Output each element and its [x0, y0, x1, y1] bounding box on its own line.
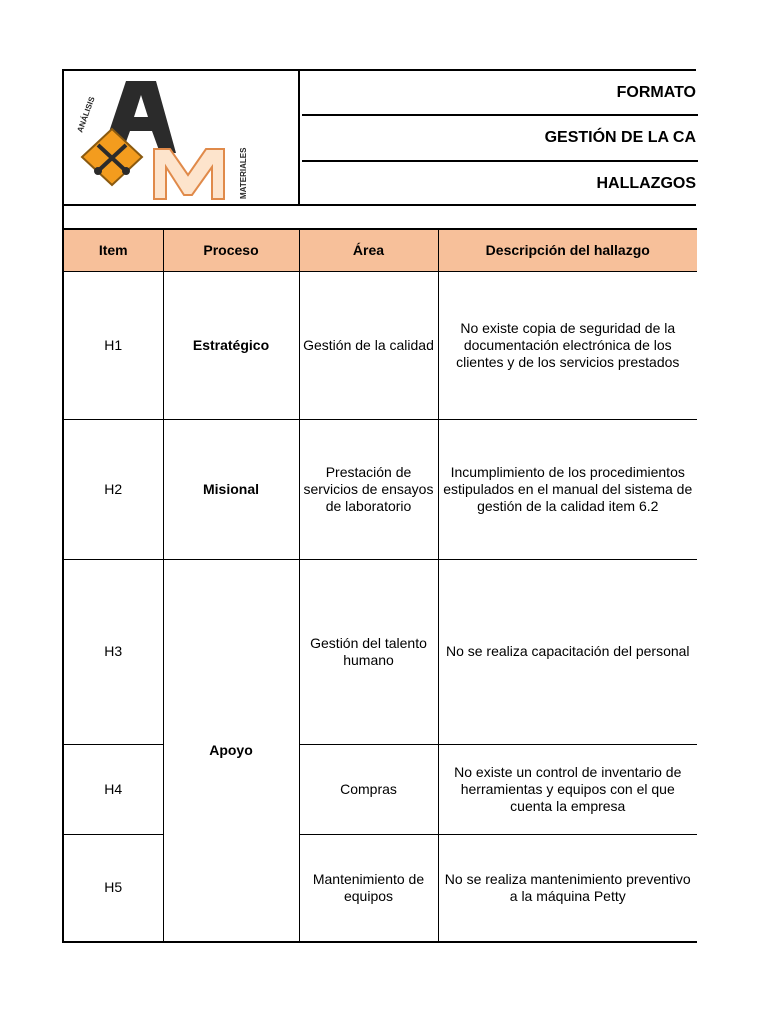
cell-descripcion: Incumplimiento de los procedimientos estipulados en el manual del sistema de gestión de la calidad item 6.2 [438, 419, 697, 559]
cell-descripcion: No existe copia de seguridad de la documentación electrónica de los clientes y de los servicios prestados [438, 271, 697, 419]
table-row [63, 419, 697, 559]
column-header-item: Item [63, 229, 163, 271]
cell-descripcion: No se realiza capacitación del personal [438, 559, 697, 744]
title-row-formato [302, 71, 698, 116]
table-row [63, 559, 697, 744]
title-row-gestion [302, 116, 698, 162]
title-hallazgos: HALLAZGOS [596, 175, 696, 192]
column-header-area: Área [299, 229, 438, 271]
logo-text-materiales: MATERIALES [239, 147, 248, 199]
cell-item: H3 [63, 559, 163, 744]
table-header-row [63, 229, 697, 271]
title-row-hallazgos [302, 162, 698, 206]
company-logo [64, 71, 296, 204]
document-header [62, 69, 696, 206]
cell-item: H5 [63, 834, 163, 942]
cell-area: Gestión del talento humano [299, 559, 438, 744]
cell-item: H1 [63, 271, 163, 419]
cell-item: H4 [63, 744, 163, 834]
cell-proceso-apoyo: Apoyo [163, 559, 299, 942]
cell-area: Compras [299, 744, 438, 834]
cell-area: Prestación de servicios de ensayos de laboratorio [299, 419, 438, 559]
spacer-row [62, 206, 696, 228]
spreadsheet-sheet [62, 69, 696, 943]
cell-area: Gestión de la calidad [299, 271, 438, 419]
logo-cell [64, 71, 300, 206]
findings-table [62, 228, 697, 943]
title-formato: FORMATO [616, 84, 696, 101]
table-row [63, 744, 697, 834]
cell-proceso: Misional [163, 419, 299, 559]
column-header-descripcion: Descripción del hallazgo [438, 229, 697, 271]
column-header-proceso: Proceso [163, 229, 299, 271]
cell-descripcion: No existe un control de inventario de herramientas y equipos con el que cuenta la empresa [438, 744, 697, 834]
cell-area: Mantenimiento de equipos [299, 834, 438, 942]
table-row [63, 271, 697, 419]
logo-text-analisis: ANÁLISIS [75, 95, 97, 134]
cell-descripcion: No se realiza mantenimiento preventivo a la máquina Petty [438, 834, 697, 942]
title-gestion: GESTIÓN DE LA CA [544, 129, 696, 146]
cell-proceso: Estratégico [163, 271, 299, 419]
table-row [63, 834, 697, 942]
cell-item: H2 [63, 419, 163, 559]
